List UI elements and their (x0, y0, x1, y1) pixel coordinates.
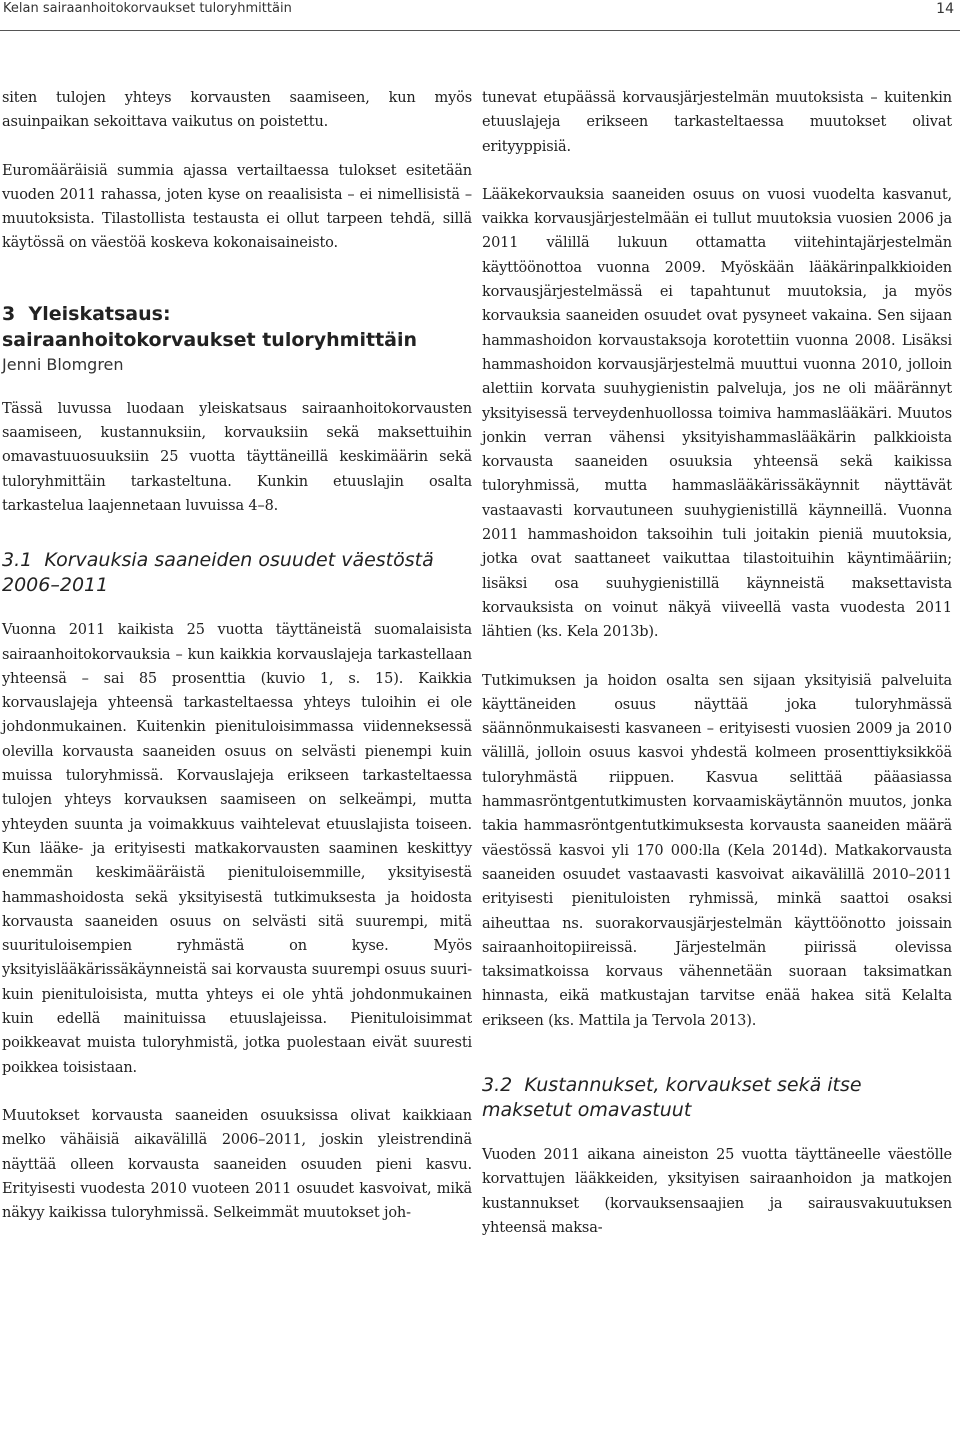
subsection-title: Korvauksia saaneiden osuudet väestöstä 2006–2011 (2, 549, 434, 597)
right-column (482, 86, 952, 1240)
running-title: Kelan sairaanhoitokorvaukset tuloryhmittäin (3, 1, 292, 16)
header-rule (0, 30, 960, 31)
left-column (2, 86, 472, 1225)
paragraph: Tutkimuksen ja hoidon osalta sen sijaan yksityisiä palveluita käyttäneiden osuus näyttää joka tuloryhmässä säännönmukaisesti kasvaneen – erityisesti vuosien 2009 ja 2010 välillä, jolloin osuus kasvoi yhdestä kolmeen prosenttiyksikköä tuloryhmästä riippuen. Kasvua selittää pääasiassa hammasröntgentutkimusten korvaamiskäytännön muutos, jonka takia hammasröntgentutkimuksesta korvausta saaneiden määrä väestössä kasvoi yli 170 000:lla (Kela 2014d). Matkakorvausta saaneiden osuudet vastaavasti kasvoivat aikavälillä 2010–2011 erityisesti pienituloisten ryhmissä, minkä saattoi osaksi aiheuttaa ns. suorakorvausjärjestelmän käyttöönotto joissain sairaanhoitopiireissä. Järjestelmän piirissä olevissa taksimatkoissa korvaus vähennetään suoraan taksimatkan hinnasta, eikä matkustajan tarvitse enää hakea sitä Kelalta erikseen (ks. Mattila ja Tervola 2013). (482, 672, 952, 1029)
paragraph: Muutokset korvausta saaneiden osuuksissa olivat kaikkiaan melko vähäisiä aikavälillä 2006–2011, joskin yleistrendinä näyttää olleen korvausta saaneiden osuuden pieni kasvu. Erityisesti vuodesta 2010 vuoteen 2011 osuudet kasvoivat, mikä näkyy kaikissa tuloryhmissä. Selkeimmät muutokset joh- (2, 1107, 472, 1222)
paragraph: tunevat etupäässä korvausjärjestelmän muutoksista – kuitenkin etuuslajeja erikseen tarkasteltaessa muutokset olivat erityyppisiä. (482, 90, 952, 155)
section-heading (2, 301, 472, 353)
subsection-title: Kustannukset, korvaukset sekä itse maksetut omavastuut (482, 1073, 862, 1121)
paragraph: Euromääräisiä summia ajassa vertailtaessa tulokset esitetään vuoden 2011 rahassa, joten kyse on reaalisista – ei nimellisistä – muutoksista. Tilastollista testausta ei ollut tarpeen tehdä, sillä käytössä on väestöä koskeva kokonaisaineisto. (2, 162, 472, 252)
page-header (0, 0, 960, 30)
paragraph: Vuoden 2011 aikana aineiston 25 vuotta täyttäneelle väestölle korvattujen lääkkeiden, yksityisen sairaanhoidon ja matkojen kustannukset (korvauksensaajien ja sairausvakuutuksen yhteensä maksa- (482, 1146, 952, 1236)
subsection-heading-3-1 (2, 548, 472, 598)
subsection-number: 3.2 (482, 1073, 513, 1096)
paragraph: siten tulojen yhteys korvausten saamiseen, kun myös asuinpaikan sekoittava vaikutus on poistettu. (2, 90, 472, 131)
section-title-line2: sairaanhoitokorvaukset tuloryhmittäin (2, 328, 418, 351)
subsection-number: 3.1 (2, 549, 33, 572)
section-title-line1: Yleiskatsaus: (28, 302, 171, 325)
paragraph: Tässä luvussa luodaan yleiskatsaus sairaanhoitokorvausten saamiseen, kustannuksiin, korvauksiin sekä maksettuihin omavastuuosuuksiin 25 vuotta täyttäneillä keskimäärin sekä tuloryhmittäin tarkasteltuna. Kunkin etuuslajin osalta tarkastelua laajennetaan luvuissa 4–8. (2, 400, 472, 514)
page-number: 14 (936, 1, 954, 17)
section-author: Jenni Blomgren (2, 354, 124, 374)
section-number: 3 (2, 302, 16, 325)
subsection-heading-3-2 (482, 1073, 952, 1123)
paragraph: Vuonna 2011 kaikista 25 vuotta täyttäneistä suomalaisista sairaanhoitokorvauksia – kun kaikkia korvauslajeja tarkastellaan yhteensä – sai 85 prosenttia (kuvio 1, s. 15). Kaikkia korvauslajeja yhteensä tarkasteltaessa yhteys tuloihin ei ole johdonmukainen. Kuitenkin pienituloisimmassa viidenneksessä olevilla korvausta saaneiden osuus on selvästi pienempi kuin muissa tuloryhmissä. Korvauslajeja erikseen tarkasteltaessa tulojen yhteys korvauksen saamiseen on selkeämpi, mutta yhteyden suunta ja voimakkuus vaihtelevat etuuslajista toiseen. Kun lääke- ja erityisesti matkakorvausten saaminen keskittyy enemmän keskimääräistä pienituloisemmille, yksityisestä hammashoidosta sekä yksityisestä tutkimuksesta ja hoidosta korvausta saaneiden osuus on selvästi sitä suurempi, mitä suurituloisempien ryhmästä on kyse. Myös yksityislääkärissäkäynneistä sai korvausta suurempi osuus suuri- kuin pienituloisista, mutta yhteys ei ole yhtä johdonmukainen kuin edellä mainituissa etuuslajeissa. Pienituloisimmat poikkeavat muista tuloryhmistä, jotka puolestaan eivät suuresti poikkea toisistaan. (2, 622, 472, 1076)
paragraph: Lääkekorvauksia saaneiden osuus on vuosi vuodelta kasvanut, vaikka korvausjärjestelmään ei tullut muutoksia vuosien 2006 ja 2011 välillä lukuun ottamatta viitehintajärjestelmän käyttöönottoa vuonna 2009. Myöskään lääkärinpalkkioiden korvausjärjestelmässä ei tapahtunut muutoksia, ja myös korvauksia saaneiden osuudet ovat pysyneet vakaina. Sen sijaan hammashoidon korvaustaksoja korotettiin vuonna 2008. Lisäksi hammashoidon korvausjärjestelmä muuttui vuonna 2010, jolloin alettiin korvata suuhygienistin palveluja, jos ne oli määrännyt yksityisessä terveydenhuollossa toimiva hammaslääkäri. Muutos jonkin verran vähensi yksityishammaslääkärin palkkioista korvausta saaneiden osuuksia yhteensä sekä kaikissa tuloryhmissä, mutta hammaslääkärissäkäynnit näyttävät vastaavasti korvautuneen suuhygienistillä käynneillä. Vuonna 2011 hammashoidon taksoihin tuli joitakin pieniä muutoksia, jotka ovat saattaneet vaikuttaa tilastoituihin käyntimääriin; lisäksi osa suuhygienistillä käynneistä maksettavista korvauksista on voinut näkyä viiveellä vasta vuodesta 2011 lähtien (ks. Kela 2013b). (482, 186, 952, 641)
